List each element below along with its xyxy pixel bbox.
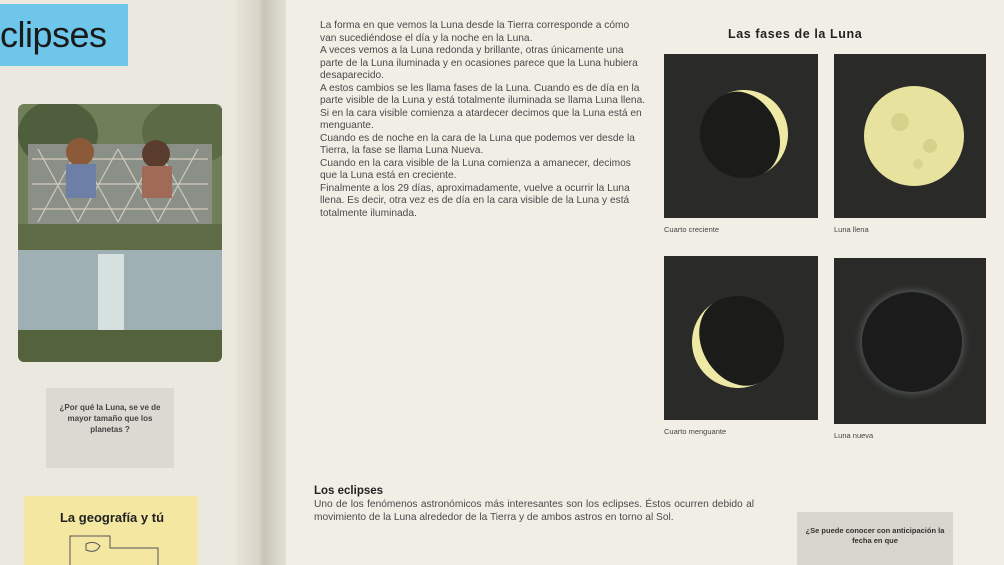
paragraph: Finalmente a los 29 días, aproximadamente, vuelve a ocurrir la Luna llena. Es decir, otra vez es de día en la cara visible de la Luna y está totalmente iluminada. — [320, 182, 630, 219]
book-gutter — [236, 0, 286, 565]
paragraph: La forma en que vemos la Luna desde la Tierra corresponde a cómo van sucediéndose el día y la noche en la Luna. — [320, 20, 630, 44]
paragraph: Uno de los fenómenos astronómicos más interesantes son los eclipses. Éstos ocurren debido al movimiento de la Luna alrededor de la Tierra y de ambos astros en torno al Sol. — [314, 499, 754, 523]
geography-box — [24, 496, 198, 565]
eclipse-heading: Los eclipses — [314, 485, 384, 497]
new-moon-photo — [834, 258, 986, 424]
paragraph: Cuando en la cara visible de la Luna comienza a amanecer, decimos que la Luna está en creciente. — [320, 157, 631, 181]
children-at-lake-illustration — [18, 104, 222, 362]
side-question-box — [797, 512, 953, 565]
phase-caption: Luna nueva — [834, 431, 874, 440]
full-moon-photo — [834, 54, 986, 218]
phase-caption: Cuarto menguante — [664, 427, 727, 436]
left-page — [0, 0, 236, 565]
paragraph: Cuando es de noche en la cara de la Luna que podemos ver desde la Tierra, la fase se llama Luna Nueva. — [320, 132, 635, 156]
waning-crescent-photo — [664, 256, 818, 420]
paragraph: A veces vemos a la Luna redonda y brillante, otras únicamente una parte de la Luna iluminada y en ocasiones parece que la Luna hubiera desaparecido. — [320, 45, 638, 81]
phase-caption: Cuarto creciente — [664, 225, 720, 234]
eclipse-text — [314, 499, 754, 524]
phases-body-text — [320, 20, 646, 220]
figure-title: Las fases de la Luna — [728, 27, 863, 41]
phase-caption: Luna llena — [834, 225, 869, 234]
waxing-crescent-photo — [664, 54, 818, 218]
question-text: ¿Por qué la Luna, se ve de mayor tamaño que los planetas ? — [59, 403, 161, 434]
paragraph: A estos cambios se les llama fases de la Luna. Cuando es de día en la parte visible de la Luna y está totalmente iluminada se llama Luna llena. — [320, 82, 646, 106]
paragraph: Si en la cara visible comienza a atardecer decimos que la Luna está en menguante. — [320, 107, 642, 131]
side-question-text: ¿Se puede conocer con anticipación la fecha en que — [805, 526, 945, 545]
chapter-title: clipses — [0, 14, 107, 55]
map-sketch-icon — [64, 530, 164, 565]
question-box — [46, 388, 174, 468]
geography-box-title: La geografía y tú — [59, 510, 165, 525]
